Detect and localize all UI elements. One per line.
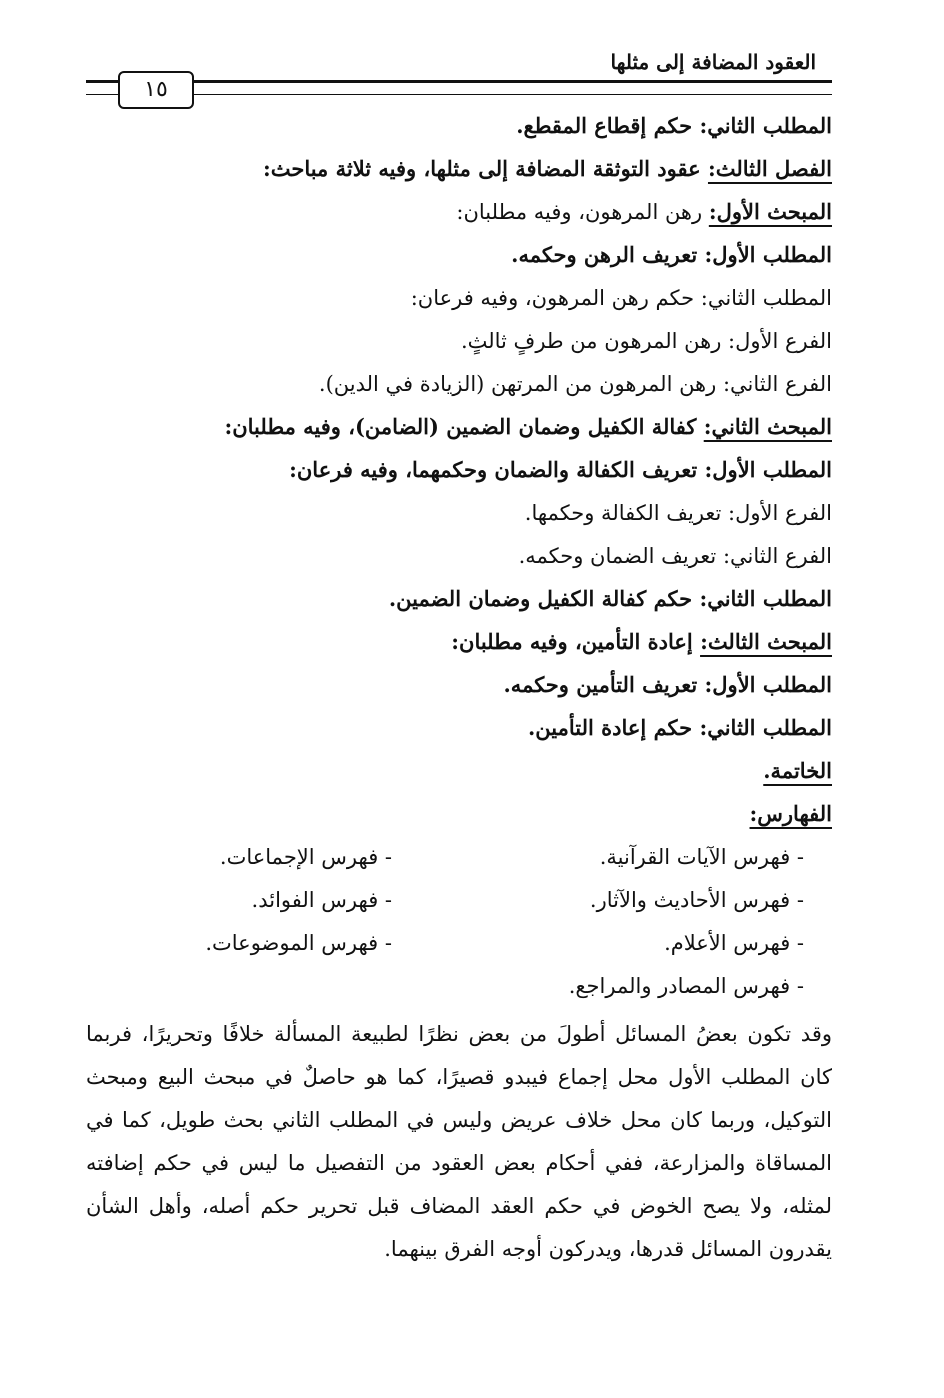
toc-line: الفرع الأول: رهن المرهون من طرفٍ ثالثٍ. [460,329,832,353]
toc-line: المطلب الثاني: حكم رهن المرهون، وفيه فرعان: [410,286,832,310]
toc-line: الفرع الثاني: تعريف الضمان وحكمه. [518,544,832,568]
toc-line: الفرع الأول: تعريف الكفالة وحكمها. [524,501,832,525]
toc-line: المطلب الثاني: حكم كفالة الكفيل وضمان الضمين. [388,586,832,611]
index-item: - فهرس الآيات القرآنية. [599,845,804,869]
toc-line: المطلب الأول: تعريف التأمين وحكمه. [503,672,832,697]
index-item: - فهرس المصادر والمراجع. [568,974,804,998]
index-item: - فهرس الإجماعات. [219,845,392,869]
running-head: العقود المضافة إلى مثلها [610,50,816,74]
index-item: - فهرس الأعلام. [664,931,804,955]
toc-line-indexes: الفهارس: [749,801,832,826]
toc-line: الفرع الثاني: رهن المرهون من المرتهن (الزيادة في الدين). [318,372,832,396]
index-item: - فهرس الموضوعات. [205,931,392,955]
index-item: - فهرس الفوائد. [251,888,392,912]
toc-line: المطلب الثاني: حكم إقطاع المقطع. [516,113,832,138]
header-rule-thick [86,80,832,83]
toc-line: المبحث الثاني: كفالة الكفيل وضمان الضمين (الضامن)، وفيه مطلبان: [224,414,832,439]
header-rule-thin [86,94,832,95]
toc-line: المطلب الأول: تعريف الرهن وحكمه. [511,242,832,267]
toc-line: المبحث الثالث: إعادة التأمين، وفيه مطلبان: [451,629,832,654]
toc-line: الفصل الثالث: عقود التوثقة المضافة إلى مثلها، وفيه ثلاثة مباحث: [262,156,832,181]
index-item: - فهرس الأحاديث والآثار. [589,888,804,912]
toc-line: المبحث الأول: رهن المرهون، وفيه مطلبان: [456,199,832,224]
body-paragraph: وقد تكون بعضُ المسائل أطولَ من بعض نظرًا لطبيعة المسألة خلافًا وتحريرًا، فربما كان المطلب الأول محل إجماع فيبدو قصيرًا، كما هو حاصلٌ في مبحث البيع ومبحث التوكيل، وربما كان محل خلاف عريض وليس في المطلب الثاني بحث طويل، كما في المساقاة والمزارعة، ففي أحكام بعض العقود من التفصيل ما ليس في حكم إضافته لمثله، ولا يصح الخوض في حكم العقد المضاف قبل تحرير حكم أصله، وأهل الشأن يقدرون المسائل قدرها، ويدركون أوجه الفرق بينهما. [86,1022,832,1261]
page-number: ١٥ [118,71,194,109]
toc-line: المطلب الثاني: حكم إعادة التأمين. [527,715,832,740]
toc-line: المطلب الأول: تعريف الكفالة والضمان وحكمهما، وفيه فرعان: [289,457,832,482]
toc-line-conclusion: الخاتمة. [763,758,832,783]
